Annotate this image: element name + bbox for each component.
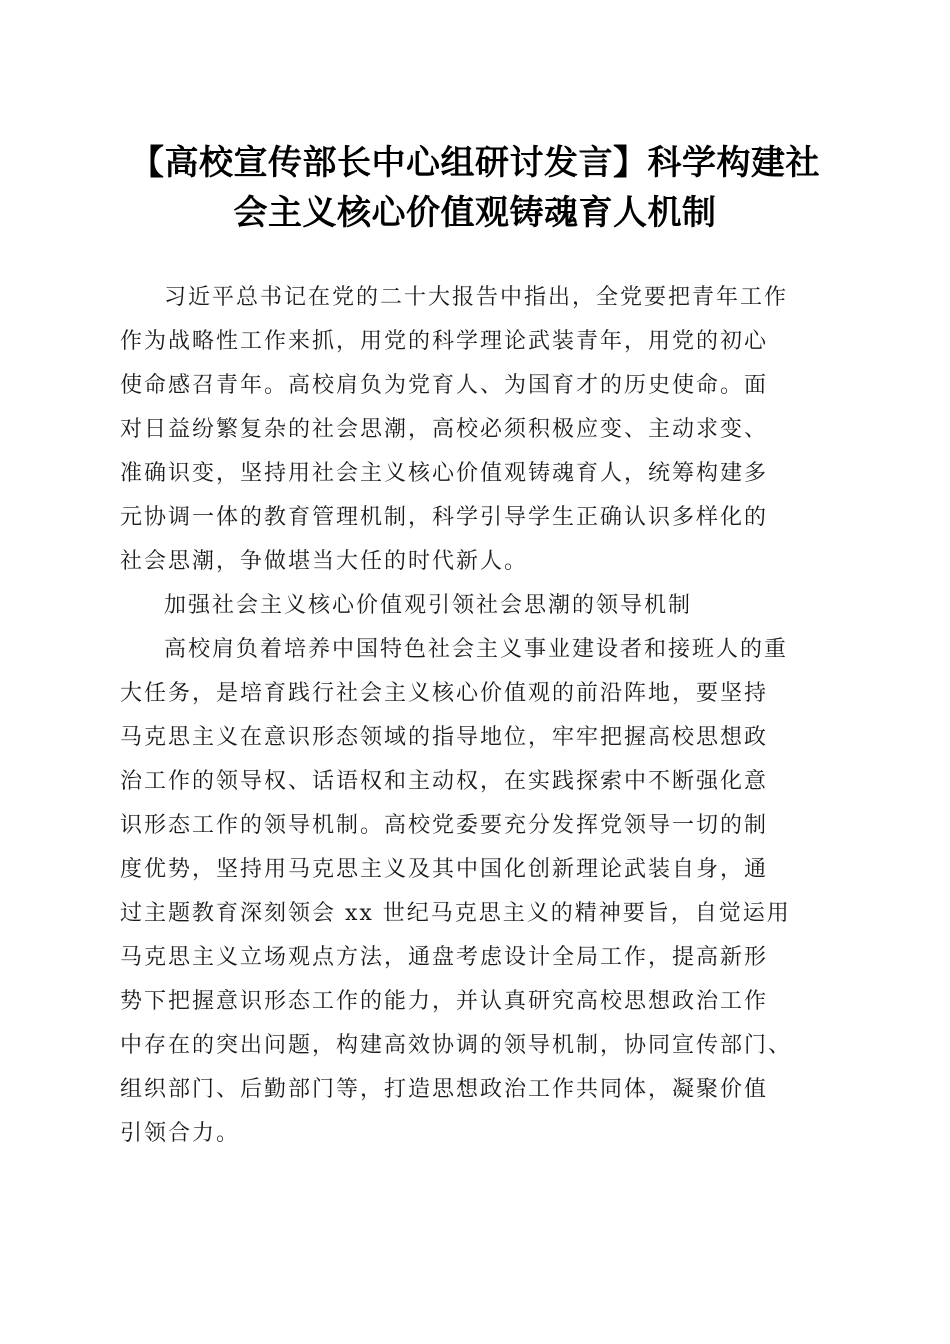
title-line: 【高校宣传部长中心组研讨发言】科学构建社	[130, 143, 820, 183]
paragraph-intro	[120, 276, 840, 584]
paragraph-line: 中存在的突出问题，构建高效协调的领导机制，协同宣传部门、	[120, 1033, 793, 1058]
paragraph-line: 度优势，坚持用马克思主义及其中国化创新理论武装自身，通	[120, 857, 769, 882]
paragraph-line: 对日益纷繁复杂的社会思潮，高校必须积极应变、主动求变、	[120, 417, 769, 442]
paragraph-line: 过主题教育深刻领会 xx 世纪马克思主义的精神要旨，自觉运用	[120, 901, 791, 926]
paragraph-line: 高校肩负着培养中国特色社会主义事业建设者和接班人的重	[164, 637, 789, 662]
paragraph-line: 识形态工作的领导机制。高校党委要充分发挥党领导一切的制	[120, 813, 769, 838]
paragraph-line: 社会思潮，争做堪当大任的时代新人。	[120, 549, 529, 574]
document-title	[100, 138, 850, 238]
paragraph-line: 马克思主义立场观点方法，通盘考虑设计全局工作，提高新形	[120, 945, 769, 970]
paragraph-line: 大任务，是培育践行社会主义核心价值观的前沿阵地，要坚持	[120, 681, 769, 706]
section-heading	[120, 584, 840, 628]
document-body	[120, 276, 840, 1156]
paragraph-leadership	[120, 628, 840, 1156]
paragraph-line: 势下把握意识形态工作的能力，并认真研究高校思想政治工作	[120, 989, 769, 1014]
paragraph-line: 马克思主义在意识形态领域的指导地位，牢牢把握高校思想政	[120, 725, 769, 750]
paragraph-line: 元协调一体的教育管理机制，科学引导学生正确认识多样化的	[120, 505, 769, 530]
paragraph-line: 引领合力。	[120, 1121, 241, 1146]
paragraph-line: 治工作的领导权、话语权和主动权，在实践探索中不断强化意	[120, 769, 769, 794]
section-heading-text: 加强社会主义核心价值观引领社会思潮的领导机制	[164, 593, 693, 618]
title-line: 会主义核心价值观铸魂育人机制	[233, 193, 717, 233]
paragraph-line: 习近平总书记在党的二十大报告中指出，全党要把青年工作	[164, 285, 789, 310]
paragraph-line: 作为战略性工作来抓，用党的科学理论武装青年，用党的初心	[120, 329, 769, 354]
paragraph-line: 准确识变，坚持用社会主义核心价值观铸魂育人，统筹构建多	[120, 461, 769, 486]
paragraph-line: 组织部门、后勤部门等，打造思想政治工作共同体，凝聚价值	[120, 1077, 769, 1102]
paragraph-line: 使命感召青年。高校肩负为党育人、为国育才的历史使命。面	[120, 373, 769, 398]
